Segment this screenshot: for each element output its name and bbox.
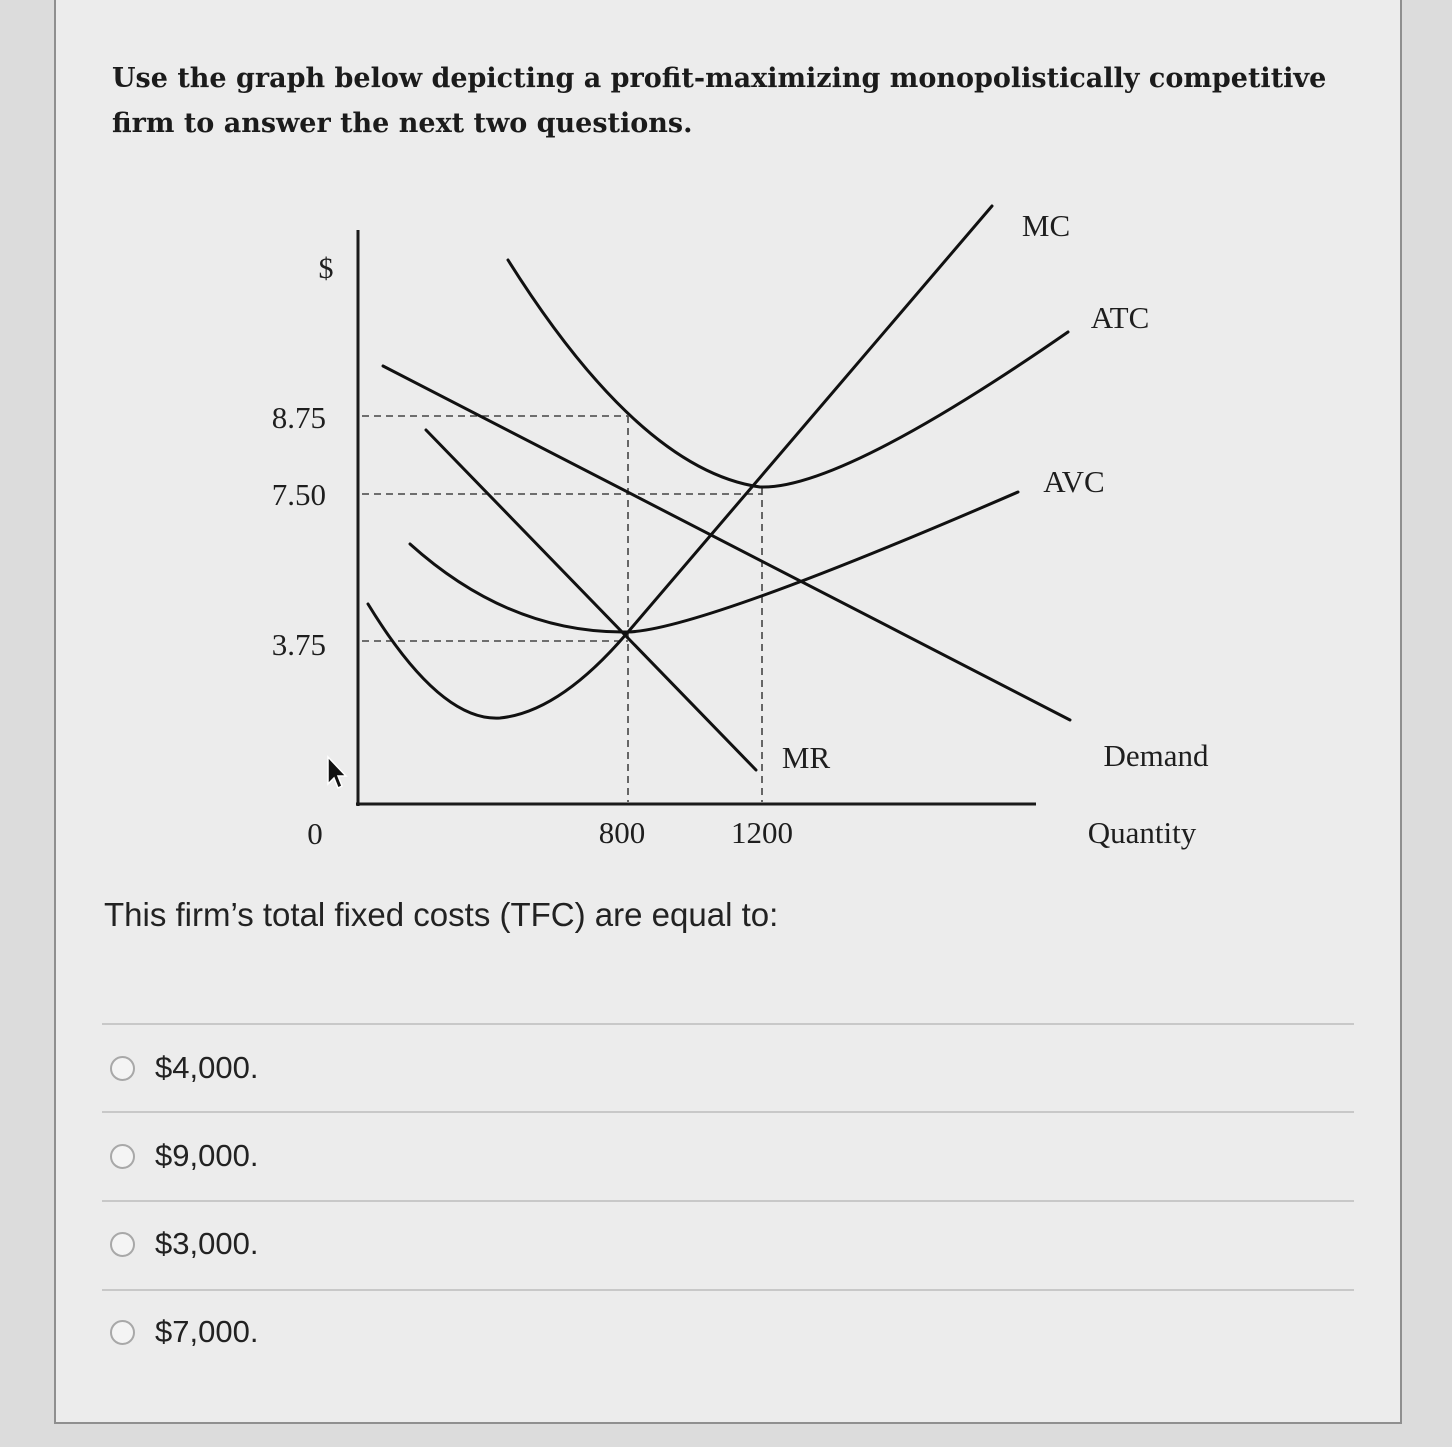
mc-label: MC [1021, 208, 1071, 243]
mouse-cursor-icon [328, 757, 346, 788]
y-tick-750: 7.50 [271, 477, 326, 512]
question-text: This firm’s total fixed costs (TFC) are equal to: [104, 896, 779, 933]
avc-label: AVC [1043, 464, 1105, 499]
avc-curve [410, 492, 1018, 632]
demand-label: Demand [1103, 738, 1209, 773]
divider [102, 1111, 1354, 1113]
mr-curve [426, 430, 756, 770]
option-label: $7,000. [155, 1314, 259, 1349]
intro-text: Use the graph below depicting a profit-maximizing monopolistically competitive firm to answer the next two questions. [112, 63, 1327, 139]
y-axis-label: $ [318, 252, 334, 285]
answer-option-2[interactable] [110, 1136, 258, 1176]
origin-label: 0 [307, 816, 323, 851]
y-tick-375: 3.75 [271, 627, 326, 662]
answer-option-4[interactable] [110, 1312, 258, 1352]
answer-option-1[interactable] [110, 1048, 258, 1088]
option-label: $9,000. [155, 1138, 259, 1173]
atc-curve [508, 260, 1068, 487]
divider [102, 1289, 1354, 1291]
answer-option-3[interactable] [110, 1224, 258, 1264]
option-label: $3,000. [155, 1226, 259, 1261]
divider [102, 1200, 1354, 1202]
demand-curve [383, 366, 1070, 720]
x-tick-800: 800 [598, 815, 646, 850]
radio-button[interactable] [110, 1056, 135, 1081]
radio-button[interactable] [110, 1232, 135, 1257]
mr-label: MR [781, 740, 831, 775]
radio-button[interactable] [110, 1144, 135, 1169]
option-label: $4,000. [155, 1050, 259, 1085]
divider [102, 1023, 1354, 1025]
radio-button[interactable] [110, 1320, 135, 1345]
atc-label: ATC [1090, 300, 1150, 335]
y-tick-875: 8.75 [271, 400, 326, 435]
x-axis-label: Quantity [1087, 815, 1197, 850]
x-tick-1200: 1200 [731, 815, 793, 850]
